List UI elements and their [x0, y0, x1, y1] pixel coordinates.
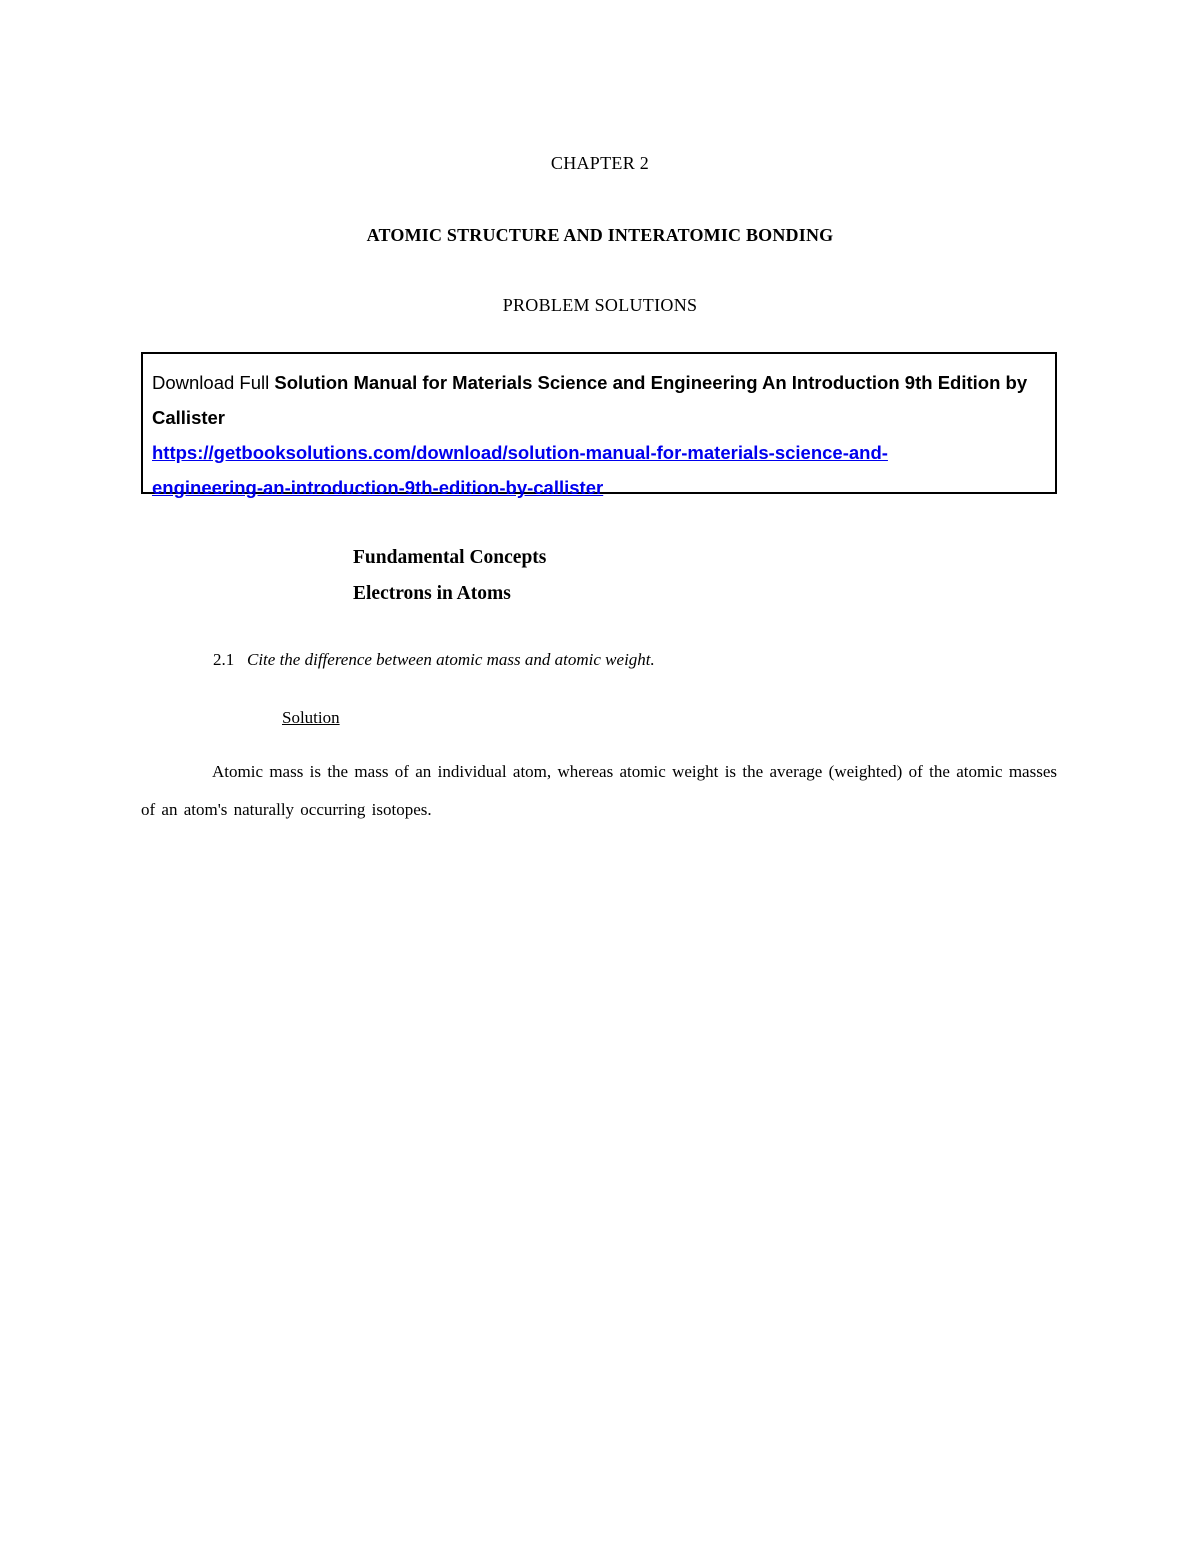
download-title: Solution Manual for Materials Science and Engineering An Introduction 9th Edition by Callister	[152, 372, 1028, 428]
solution-text: Atomic mass is the mass of an individual atom, whereas atomic weight is the average (weighted) of the atomic masses of an atom's naturally occurring isotopes.	[141, 762, 1057, 819]
download-link[interactable]	[152, 435, 952, 505]
subheading-electrons-in-atoms: Electrons in Atoms	[353, 583, 511, 604]
download-prefix: Download Full	[152, 372, 275, 393]
download-link-line1[interactable]: https://getbooksolutions.com/download/solution-manual-for-materials-science-and-	[152, 442, 888, 463]
solution-label: Solution	[282, 708, 340, 727]
problem-question: Cite the difference between atomic mass and atomic weight.	[247, 650, 655, 669]
download-link-line2[interactable]: engineering-an-introduction-9th-edition-by-callister	[152, 477, 604, 498]
download-box	[141, 352, 1057, 498]
chapter-number: CHAPTER 2	[550, 153, 650, 173]
problem-number: 2.1	[213, 650, 235, 669]
problem-statement	[213, 650, 655, 670]
section-heading: PROBLEM SOLUTIONS	[502, 295, 698, 315]
chapter-title: ATOMIC STRUCTURE AND INTERATOMIC BONDING	[366, 225, 834, 245]
subheading-fundamental-concepts: Fundamental Concepts	[353, 547, 547, 568]
subheadings	[353, 540, 546, 612]
